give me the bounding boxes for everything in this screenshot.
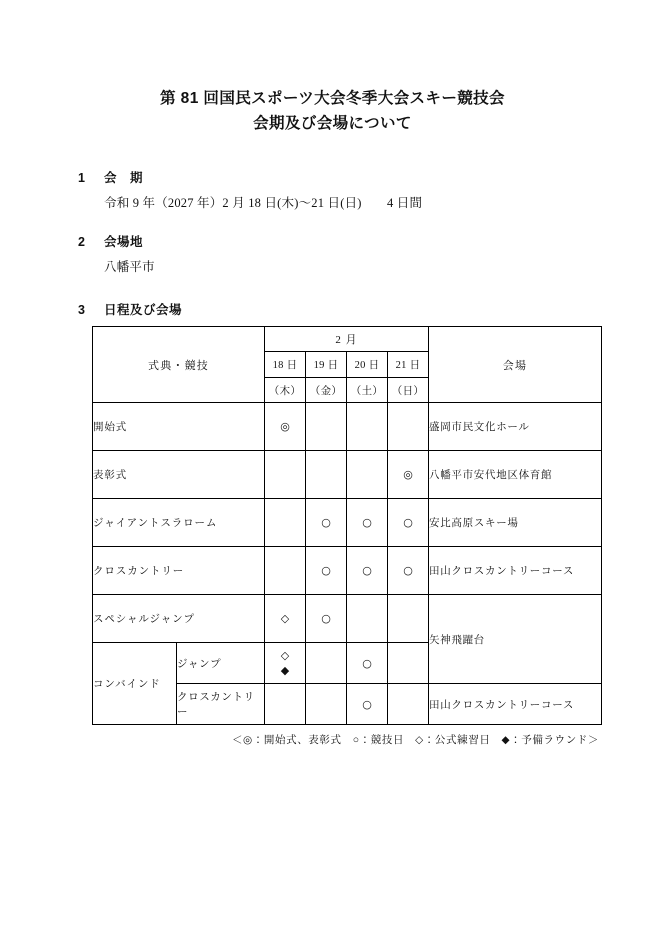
row-venue: 盛岡市民文化ホール <box>429 403 602 451</box>
header-day-2: 19 日 <box>306 352 347 378</box>
header-day-1: 18 日 <box>265 352 306 378</box>
table-row <box>93 547 602 595</box>
section-kaijochi <box>78 232 638 275</box>
row-subevent-label: ジャンプ <box>177 643 265 684</box>
header-dow-3: （土） <box>347 378 388 403</box>
row-event-label: クロスカントリー <box>93 547 265 595</box>
mark-cell-day-2 <box>306 403 347 451</box>
mark-cell-day-4 <box>388 643 429 684</box>
mark-cell-day-2 <box>306 451 347 499</box>
header-event-column: 式典・競技 <box>93 327 265 403</box>
row-venue: 田山クロスカントリーコース <box>429 684 602 725</box>
mark-cell-day-3 <box>347 595 388 643</box>
section-kaiki <box>78 168 638 211</box>
mark-cell-day-1 <box>265 547 306 595</box>
section-kaijochi-number: 2 <box>78 235 85 249</box>
header-venue-column: 会場 <box>429 327 602 403</box>
mark-cell-day-1: ◎ <box>265 403 306 451</box>
mark-cell-day-4 <box>388 684 429 725</box>
row-venue: 田山クロスカントリーコース <box>429 547 602 595</box>
section-kaijochi-body: 八幡平市 <box>104 260 155 274</box>
mark-cell-day-1 <box>265 643 306 684</box>
row-event-label: ジャイアントスラローム <box>93 499 265 547</box>
legend: ＜◎：開始式、表彰式 ○：競技日 ◇：公式練習日 ◆：予備ラウンド＞ <box>231 735 599 746</box>
mark-cell-day-4: ○ <box>388 547 429 595</box>
mark-cell-day-2: ○ <box>306 499 347 547</box>
row-event-label: 表彰式 <box>93 451 265 499</box>
title-line-1: 第 81 回国民スポーツ大会冬季大会スキー競技会 <box>160 90 505 107</box>
header-dow-4: （日） <box>388 378 429 403</box>
title-line-2: 会期及び会場について <box>253 115 412 132</box>
section-kaiki-body: 令和 9 年（2027 年）2 月 18 日(木)〜21 日(日) 4 日間 <box>104 196 423 210</box>
section-kaiki-heading <box>78 168 638 186</box>
row-subevent-label: クロスカントリー <box>177 684 265 725</box>
section-nittei-title: 日程及び会場 <box>104 303 183 317</box>
section-nittei-number: 3 <box>78 303 85 317</box>
table-header-row-month <box>93 327 602 352</box>
section-nittei-heading <box>78 300 638 318</box>
schedule-table-wrapper <box>92 326 599 725</box>
mark-cell-day-2: ○ <box>306 547 347 595</box>
mark-cell-day-4 <box>388 595 429 643</box>
document-title <box>0 86 665 136</box>
section-kaijochi-heading <box>78 232 638 250</box>
header-day-4: 21 日 <box>388 352 429 378</box>
row-venue: 安比高原スキー場 <box>429 499 602 547</box>
mark-cell-day-4: ○ <box>388 499 429 547</box>
header-dow-1: （木） <box>265 378 306 403</box>
mark-cell-day-2: ○ <box>306 595 347 643</box>
mark-glyph-2: ◆ <box>280 664 290 677</box>
row-venue: 八幡平市安代地区体育館 <box>429 451 602 499</box>
row-event-group-label: コンバインド <box>93 643 177 725</box>
mark-cell-day-1 <box>265 451 306 499</box>
section-kaiki-title: 会 期 <box>104 171 144 185</box>
row-event-label: スペシャルジャンプ <box>93 595 265 643</box>
table-row <box>93 403 602 451</box>
header-dow-2: （金） <box>306 378 347 403</box>
mark-cell-day-3: ○ <box>347 684 388 725</box>
mark-cell-day-1: ◇ <box>265 595 306 643</box>
mark-cell-day-3: ○ <box>347 643 388 684</box>
mark-glyph-1: ◇ <box>280 649 290 662</box>
section-kaiki-number: 1 <box>78 171 85 185</box>
header-day-3: 20 日 <box>347 352 388 378</box>
mark-cell-day-3: ○ <box>347 499 388 547</box>
mark-cell-day-1 <box>265 684 306 725</box>
table-row <box>93 451 602 499</box>
header-month-label: 2 月 <box>265 327 429 352</box>
schedule-table <box>92 326 602 725</box>
section-kaijochi-title: 会場地 <box>104 235 144 249</box>
mark-cell-day-4: ◎ <box>388 451 429 499</box>
mark-cell-day-4 <box>388 403 429 451</box>
mark-cell-day-2 <box>306 684 347 725</box>
mark-cell-day-2 <box>306 643 347 684</box>
row-venue: 矢神飛躍台 <box>429 595 602 684</box>
mark-stack <box>265 648 305 678</box>
mark-cell-day-3: ○ <box>347 547 388 595</box>
mark-cell-day-3 <box>347 451 388 499</box>
table-row <box>93 595 602 643</box>
mark-cell-day-3 <box>347 403 388 451</box>
section-nittei <box>78 300 638 318</box>
mark-cell-day-1 <box>265 499 306 547</box>
table-row <box>93 499 602 547</box>
row-event-label: 開始式 <box>93 403 265 451</box>
